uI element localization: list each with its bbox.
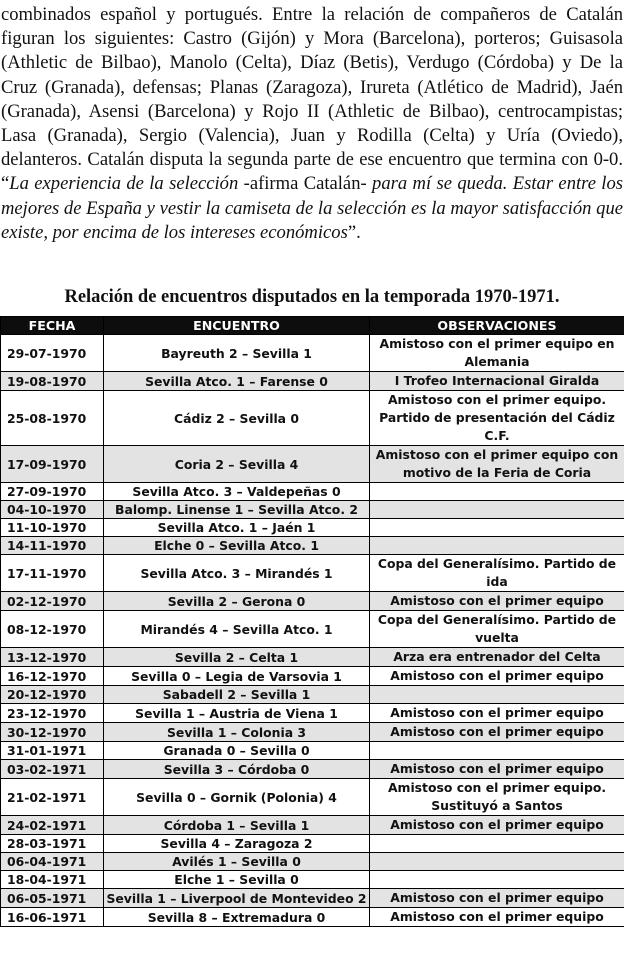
row-observation: Amistoso con el primer equipo en Alemania	[370, 335, 624, 372]
row-match: Granada 0 – Sevilla 0	[104, 742, 370, 760]
row-match: Sevilla 1 – Austria de Viena 1	[104, 704, 370, 723]
row-match: Mirandés 4 – Sevilla Atco. 1	[104, 611, 370, 648]
row-date: 17-11-1970	[1, 555, 104, 592]
paragraph-text-2: -afirma Catalán-	[238, 173, 373, 195]
row-date: 06-04-1971	[1, 853, 104, 871]
table-row	[1, 835, 624, 853]
row-match: Sevilla 2 – Celta 1	[104, 648, 370, 667]
row-observation	[370, 537, 624, 555]
table-row	[1, 760, 624, 779]
row-observation: Amistoso con el primer equipo. Partido de presentación del Cádiz C.F.	[370, 391, 624, 446]
row-date: 17-09-1970	[1, 446, 104, 483]
row-match: Balomp. Linense 1 – Sevilla Atco. 2	[104, 501, 370, 519]
table-row	[1, 667, 624, 686]
row-match: Avilés 1 – Sevilla 0	[104, 853, 370, 871]
row-date: 30-12-1970	[1, 723, 104, 742]
row-observation: Copa del Generalísimo. Partido de ida	[370, 555, 624, 592]
row-observation: Arza era entrenador del Celta	[370, 648, 624, 667]
row-match: Sevilla 2 – Gerona 0	[104, 592, 370, 611]
row-date: 11-10-1970	[1, 519, 104, 537]
quote-part-1: La experiencia de la selección	[9, 173, 239, 195]
table-row	[1, 648, 624, 667]
row-match: Sevilla Atco. 1 – Farense 0	[104, 372, 370, 391]
table-row	[1, 611, 624, 648]
table-row	[1, 483, 624, 501]
row-date: 29-07-1970	[1, 335, 104, 372]
row-observation: Amistoso con el primer equipo	[370, 667, 624, 686]
table-row	[1, 889, 624, 908]
header-observations: OBSERVACIONES	[370, 317, 624, 335]
row-match: Sevilla 3 – Córdoba 0	[104, 760, 370, 779]
table-row	[1, 446, 624, 483]
table-row	[1, 723, 624, 742]
row-observation: Amistoso con el primer equipo	[370, 908, 624, 927]
table-row	[1, 391, 624, 446]
row-observation: Amistoso con el primer equipo con motivo de la Feria de Coria	[370, 446, 624, 483]
header-match: ENCUENTRO	[104, 317, 370, 335]
row-date: 18-04-1971	[1, 871, 104, 889]
row-match: Sabadell 2 – Sevilla 1	[104, 686, 370, 704]
row-date: 23-12-1970	[1, 704, 104, 723]
row-observation: Amistoso con el primer equipo	[370, 889, 624, 908]
row-match: Cádiz 2 – Sevilla 0	[104, 391, 370, 446]
row-observation	[370, 742, 624, 760]
row-observation	[370, 483, 624, 501]
row-match: Sevilla 8 – Extremadura 0	[104, 908, 370, 927]
table-title: Relación de encuentros disputados en la temporada 1970-1971.	[64, 287, 560, 307]
paragraph-text-1: combinados español y portugués. Entre la relación de compañeros de Catalán figuran los siguientes: Castro (Gijón) y Mora (Barcelona), porteros; Guisasola (Athletic de Bilbao), Manolo (Celta), Díaz (Betis), Verdugo (Córdoba) y De la Cruz (Granada), defensas; Planas (Zaragoza), Irureta (Atlético de Madrid), Jaén (Granada), Asensi (Barcelona) y Rojo II (Athletic de Bilbao), centrocampistas; Lasa (Granada), Sergio (Valencia), Juan y Rodilla (Celta) y Uría (Oviedo), delanteros. Catalán disputa la segunda parte de ese encuentro que termina con 0-0. “	[1, 4, 623, 195]
row-date: 16-12-1970	[1, 667, 104, 686]
table-row	[1, 555, 624, 592]
table-row	[1, 779, 624, 816]
row-date: 19-08-1970	[1, 372, 104, 391]
paragraph-text-3: ”.	[347, 221, 361, 243]
table-row	[1, 501, 624, 519]
body-paragraph	[1, 3, 623, 245]
row-date: 02-12-1970	[1, 592, 104, 611]
table-header-row	[1, 317, 624, 335]
table-row	[1, 592, 624, 611]
row-date: 08-12-1970	[1, 611, 104, 648]
table-row	[1, 519, 624, 537]
table-row	[1, 537, 624, 555]
row-observation	[370, 871, 624, 889]
row-match: Sevilla 0 – Legia de Varsovia 1	[104, 667, 370, 686]
row-observation	[370, 501, 624, 519]
row-match: Elche 1 – Sevilla 0	[104, 871, 370, 889]
quote-part-2: para mí se queda. Estar entre los mejores de España y vestir la camiseta de la selección es la mayor satisfacción que existe, por encima de los intereses económicos	[1, 173, 624, 243]
row-match: Bayreuth 2 – Sevilla 1	[104, 335, 370, 372]
table-row	[1, 816, 624, 835]
table-row	[1, 686, 624, 704]
row-observation	[370, 686, 624, 704]
row-observation: Amistoso con el primer equipo. Sustituyó a Santos	[370, 779, 624, 816]
row-observation: Amistoso con el primer equipo	[370, 592, 624, 611]
row-match: Sevilla 1 – Colonia 3	[104, 723, 370, 742]
row-date: 14-11-1970	[1, 537, 104, 555]
row-observation	[370, 835, 624, 853]
row-date: 24-02-1971	[1, 816, 104, 835]
row-match: Sevilla Atco. 3 – Valdepeñas 0	[104, 483, 370, 501]
row-date: 28-03-1971	[1, 835, 104, 853]
table-row	[1, 742, 624, 760]
table-row	[1, 853, 624, 871]
row-match: Coria 2 – Sevilla 4	[104, 446, 370, 483]
row-date: 31-01-1971	[1, 742, 104, 760]
row-observation: Copa del Generalísimo. Partido de vuelta	[370, 611, 624, 648]
table-row	[1, 372, 624, 391]
row-match: Sevilla 4 – Zaragoza 2	[104, 835, 370, 853]
table-row	[1, 908, 624, 927]
row-date: 27-09-1970	[1, 483, 104, 501]
row-date: 25-08-1970	[1, 391, 104, 446]
row-date: 16-06-1971	[1, 908, 104, 927]
row-match: Sevilla 1 – Liverpool de Montevideo 2	[104, 889, 370, 908]
row-match: Sevilla 0 – Gornik (Polonia) 4	[104, 779, 370, 816]
row-observation: Amistoso con el primer equipo	[370, 704, 624, 723]
row-match: Córdoba 1 – Sevilla 1	[104, 816, 370, 835]
header-date: FECHA	[1, 317, 104, 335]
row-observation: Amistoso con el primer equipo	[370, 760, 624, 779]
matches-table	[0, 316, 624, 927]
row-date: 13-12-1970	[1, 648, 104, 667]
row-match: Sevilla Atco. 3 – Mirandés 1	[104, 555, 370, 592]
row-observation: I Trofeo Internacional Giralda	[370, 372, 624, 391]
row-date: 04-10-1970	[1, 501, 104, 519]
row-date: 03-02-1971	[1, 760, 104, 779]
row-observation	[370, 519, 624, 537]
row-observation: Amistoso con el primer equipo	[370, 723, 624, 742]
table-row	[1, 704, 624, 723]
row-date: 20-12-1970	[1, 686, 104, 704]
row-match: Sevilla Atco. 1 – Jaén 1	[104, 519, 370, 537]
table-row	[1, 335, 624, 372]
row-observation: Amistoso con el primer equipo	[370, 816, 624, 835]
row-match: Elche 0 – Sevilla Atco. 1	[104, 537, 370, 555]
row-date: 21-02-1971	[1, 779, 104, 816]
table-row	[1, 871, 624, 889]
row-observation	[370, 853, 624, 871]
row-date: 06-05-1971	[1, 889, 104, 908]
